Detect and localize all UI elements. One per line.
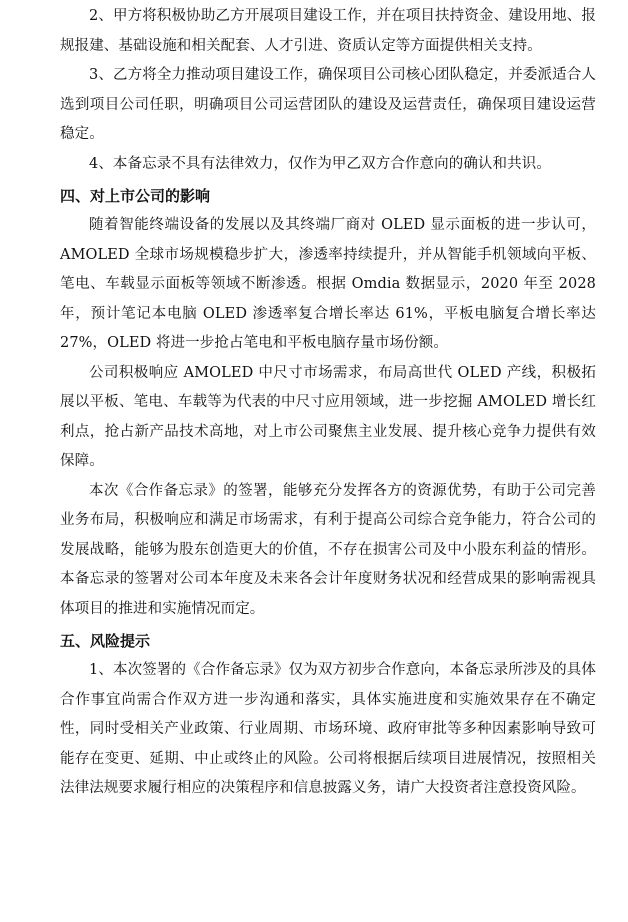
section-heading-impact: 四、对上市公司的影响: [60, 187, 211, 205]
section-heading-risk: 五、风险提示: [60, 632, 151, 650]
paragraph-market-trend: 随着智能终端设备的发展以及其终端厂商对 OLED 显示面板的进一步认可，AMOLED 全球市场规模稳步扩大，渗透率持续提升，并从智能手机领域向平板、笔电、车载显示面板等领域不断渗透。根据 Omdia 数据显示，2020 年至 2028 年，预计笔记本电脑 OLED 渗透率复合增长率达 61%，平板电脑复合增长率达 27%，OLED 将进一步抢占笔电和平板电脑存量市场份额。: [60, 217, 596, 351]
paragraph-item-2: 2、甲方将积极协助乙方开展项目建设工作，并在项目扶持资金、建设用地、报规报建、基础设施和相关配套、人才引进、资质认定等方面提供相关支持。: [60, 8, 596, 54]
paragraph-signing-effect: 本次《合作备忘录》的签署，能够充分发挥各方的资源优势，有助于公司完善业务布局，积极响应和满足市场需求，有利于提高公司综合竞争能力，符合公司的发展战略，能够为股东创造更大的价值，不存在损害公司及中小股东利益的情形。本备忘录的签署对公司本年度及未来各会计年度财务状况和经营成果的影响需视具体项目的推进和实施情况而定。: [60, 482, 596, 617]
paragraph-company-response: 公司积极响应 AMOLED 中尺寸市场需求，布局高世代 OLED 产线，积极拓展以平板、笔电、车载等为代表的中尺寸应用领域，进一步挖掘 AMOLED 增长红利点，抢占新产品技术高地，对上市公司聚焦主业发展、提升核心竞争力提供有效保障。: [60, 364, 596, 469]
paragraph-item-4: 4、本备忘录不具有法律效力，仅作为甲乙双方合作意向的确认和共识。: [89, 155, 551, 172]
paragraph-risk-1: 1、本次签署的《合作备忘录》仅为双方初步合作意向，本备忘录所涉及的具体合作事宜尚需合作双方进一步沟通和落实，具体实施进度和实施效果存在不确定性，同时受相关产业政策、行业周期、市场环境、政府审批等多种因素影响导致可能存在变更、延期、中止或终止的风险。公司将根据后续项目进展情况，按照相关法律法规要求履行相应的决策程序和信息披露义务，请广大投资者注意投资风险。: [60, 662, 596, 796]
paragraph-item-3: 3、乙方将全力推动项目建设工作，确保项目公司核心团队稳定，并委派适合人选到项目公司任职，明确项目公司运营团队的建设及运营责任，确保项目建设运营稳定。: [60, 67, 596, 142]
